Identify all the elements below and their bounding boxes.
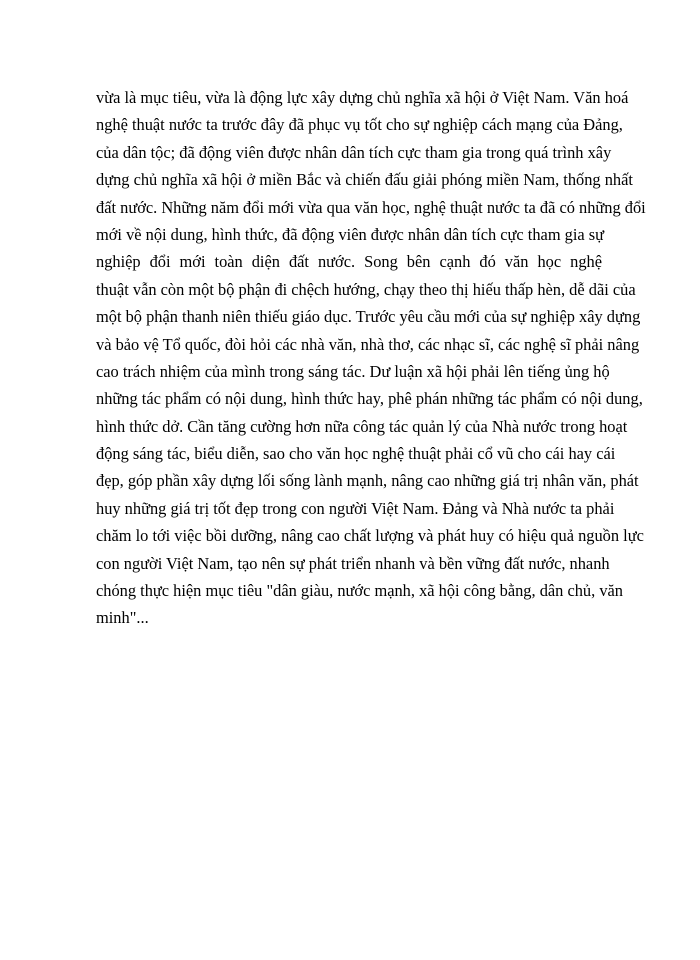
paragraph-line: một bộ phận thanh niên thiếu giáo dục. Trước yêu cầu mới của sự nghiệp xây dựng (96, 307, 641, 327)
paragraph-line: dựng chủ nghĩa xã hội ở miền Bắc và chiến đấu giải phóng miền Nam, thống nhất (96, 170, 633, 190)
paragraph-line: vừa là mục tiêu, vừa là động lực xây dựng chủ nghĩa xã hội ở Việt Nam. Văn hoá (96, 88, 629, 107)
paragraph-line: và bảo vệ Tổ quốc, đòi hỏi các nhà văn, nhà thơ, các nhạc sĩ, các nghệ sĩ phải nâng (96, 334, 640, 354)
paragraph-line: đẹp, góp phần xây dựng lối sống lành mạnh, nâng cao những giá trị nhân văn, phát (96, 471, 639, 491)
paragraph-line: những tác phẩm có nội dung, hình thức hay, phê phán những tác phẩm có nội dung, (96, 389, 643, 409)
paragraph-line: hình thức dở. Cần tăng cường hơn nữa công tác quản lý của Nhà nước trong hoạt (96, 416, 628, 436)
paragraph-line: thuật vẫn còn một bộ phận đi chệch hướng, chạy theo thị hiếu thấp hèn, dễ dãi của (96, 279, 636, 299)
paragraph-line: của dân tộc; đã động viên được nhân dân tích cực tham gia trong quá trình xây (96, 142, 612, 162)
paragraph-line: đất nước. Những năm đổi mới vừa qua văn học, nghệ thuật nước ta đã có những đổi (96, 197, 646, 217)
paragraph-line: nghiệp đổi mới toàn diện đất nước. Song bên cạnh đó văn học nghệ (96, 252, 602, 272)
paragraph-line: mới về nội dung, hình thức, đã động viên được nhân dân tích cực tham gia sự (96, 224, 605, 244)
paragraph-line: chóng thực hiện mục tiêu "dân giàu, nước mạnh, xã hội công bằng, dân chủ, văn (96, 581, 623, 601)
paragraph-line: con người Việt Nam, tạo nên sự phát triển nhanh và bền vững đất nước, nhanh (96, 553, 610, 573)
paragraph-line: động sáng tác, biểu diễn, sao cho văn học nghệ thuật phải cổ vũ cho cái hay cái (96, 444, 616, 464)
paragraph-line: minh"... (96, 608, 149, 628)
body-paragraph (96, 84, 646, 632)
paragraph-line: chăm lo tới việc bồi dưỡng, nâng cao chất lượng và phát huy có hiệu quả nguồn lực (96, 526, 644, 546)
paragraph-line: nghệ thuật nước ta trước đây đã phục vụ tốt cho sự nghiệp cách mạng của Đảng, (96, 115, 623, 135)
paragraph-line: cao trách nhiệm của mình trong sáng tác. Dư luận xã hội phải lên tiếng ủng hộ (96, 361, 610, 381)
paragraph-line: huy những giá trị tốt đẹp trong con người Việt Nam. Đảng và Nhà nước ta phải (96, 498, 615, 518)
